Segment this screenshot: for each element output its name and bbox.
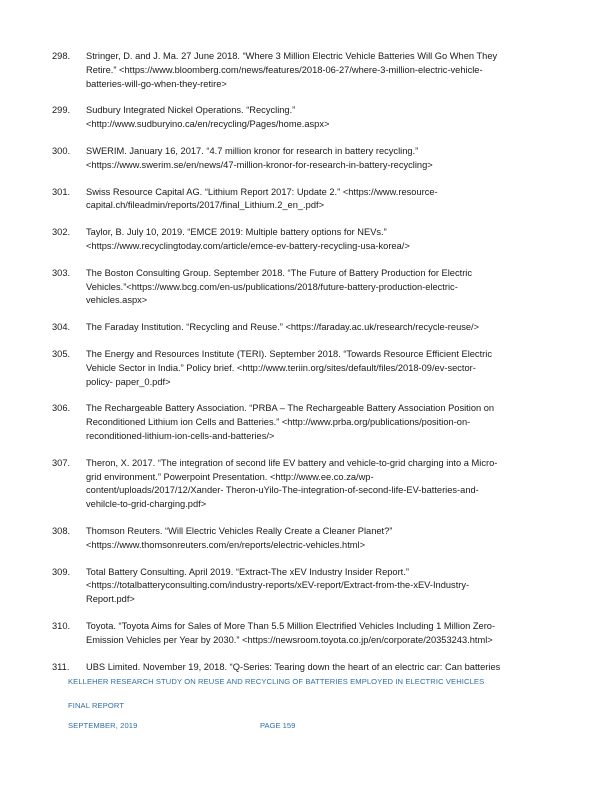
reference-text: The Faraday Institution. “Recycling and Reuse.” <https://faraday.ac.uk/research/recycle-reuse/> [86, 322, 480, 333]
reference-number: 306. [52, 403, 71, 414]
reference-number: 300. [52, 145, 71, 156]
reference-entry [52, 226, 552, 254]
footer-report-label: FINAL REPORT [68, 701, 125, 710]
reference-text: Swiss Resource Capital AG. “Lithium Report 2017: Update 2.” <https://www.resource- capital.ch/fileadmin/reports/2017/final_Lithium.2_en_.pdf> [86, 186, 438, 211]
reference-number: 308. [52, 525, 71, 536]
reference-text: Sudbury Integrated Nickel Operations. “Recycling.” <http://www.sudburyino.ca/en/recycling/Pages/home.aspx> [86, 105, 330, 130]
reference-text: Stringer, D. and J. Ma. 27 June 2018. “Where 3 Million Electric Vehicle Batteries Will Go When They Retire.” <https://www.bloomberg.com/news/features/2018-06-27/where-3-million-electric-vehicle- batteries-will-go-when-they-retire> [86, 51, 498, 89]
reference-entry [52, 104, 552, 132]
reference-text: The Rechargeable Battery Association. “PRBA – The Rechargeable Battery Association Position on Reconditioned Lithium ion Cells and Batteries.” <http://www.prba.org/publications/position-on- reconditioned-lithium-ion-cells-and-batteries/> [86, 403, 495, 441]
reference-number: 310. [52, 620, 71, 631]
reference-text: Taylor, B. July 10, 2019. “EMCE 2019: Multiple battery options for NEVs.” <https://www.recyclingtoday.com/article/emce-ev-battery-recycling-usa-korea/> [86, 227, 410, 251]
reference-number: 301. [52, 186, 71, 197]
footer-study-title: KELLEHER RESEARCH STUDY ON REUSE AND RECYCLING OF BATTERIES EMPLOYED IN ELECTRIC VEHICLES [68, 677, 485, 686]
reference-number: 309. [52, 566, 71, 577]
reference-number: 307. [52, 457, 71, 468]
reference-entry [52, 50, 552, 91]
reference-text: Thomson Reuters. “Will Electric Vehicles Really Create a Cleaner Planet?” <https://www.thomsonreuters.com/en/reports/electric-vehicles.html> [86, 525, 393, 550]
reference-list [52, 50, 552, 687]
reference-number: 299. [52, 105, 71, 116]
reference-text: The Boston Consulting Group. September 2018. “The Future of Battery Production for Electric Vehicles.”<https://www.bcg.com/en-us/publications/2018/future-battery-production-electric- vehicles.aspx> [86, 267, 473, 306]
reference-entry [52, 566, 552, 607]
footer-date: SEPTEMBER, 2019 [68, 721, 138, 730]
reference-text: Theron, X. 2017. “The integration of second life EV battery and vehicle-to-grid charging into a Micro- grid environment.” Powerpoint Presentation. <http://www.ee.co.za/wp- content/uploads/2017/12/Xander- Theron-uYilo-The-integration-of-second-life-EV-batteries-and- vehilcle-to-grid-charging.pdf> [86, 457, 498, 510]
reference-number: 304. [52, 322, 71, 333]
reference-text: The Energy and Resources Institute (TERI). September 2018. “Towards Resource Efficient Electric Vehicle Sector in India.” Policy brief. <http://www.teriin.org/sites/default/files/2018-09/ev-sector- policy- paper_0.pdf> [86, 348, 492, 387]
reference-text: Total Battery Consulting. April 2019. “Extract-The xEV Industry Insider Report.” <https://totalbatteryconsulting.com/industry-reports/xEV-report/Extract-from-the-xEV-Industry- Report.pdf> [86, 566, 470, 605]
reference-entry [52, 186, 552, 214]
reference-entry [52, 321, 552, 335]
reference-number: 303. [52, 267, 71, 278]
reference-text: UBS Limited. November 19, 2018. “Q-Series: Tearing down the heart of an electric car: Can batteries [86, 661, 501, 672]
reference-entry [52, 145, 552, 173]
reference-entry [52, 267, 552, 308]
reference-entry [52, 661, 552, 675]
reference-number: 311. [52, 661, 70, 672]
reference-text: SWERIM. January 16, 2017. “4.7 million kronor for research in battery recycling.” <https://www.swerim.se/en/news/47-million-kronor-for-research-in-battery-recycling> [86, 145, 433, 170]
reference-number: 302. [52, 227, 71, 238]
reference-number: 298. [52, 51, 71, 61]
reference-entry [52, 402, 552, 443]
reference-text: Toyota. “Toyota Aims for Sales of More Than 5.5 Million Electrified Vehicles Including 1 Million Zero- Emission Vehicles per Year by 2030.” <https://newsroom.toyota.co.jp/en/corporate/20353243.html> [86, 620, 496, 645]
reference-number: 305. [52, 348, 71, 359]
page-number: PAGE 159 [260, 721, 296, 730]
reference-entry [52, 620, 552, 648]
reference-entry [52, 348, 552, 389]
reference-entry [52, 457, 552, 512]
reference-entry [52, 525, 552, 553]
